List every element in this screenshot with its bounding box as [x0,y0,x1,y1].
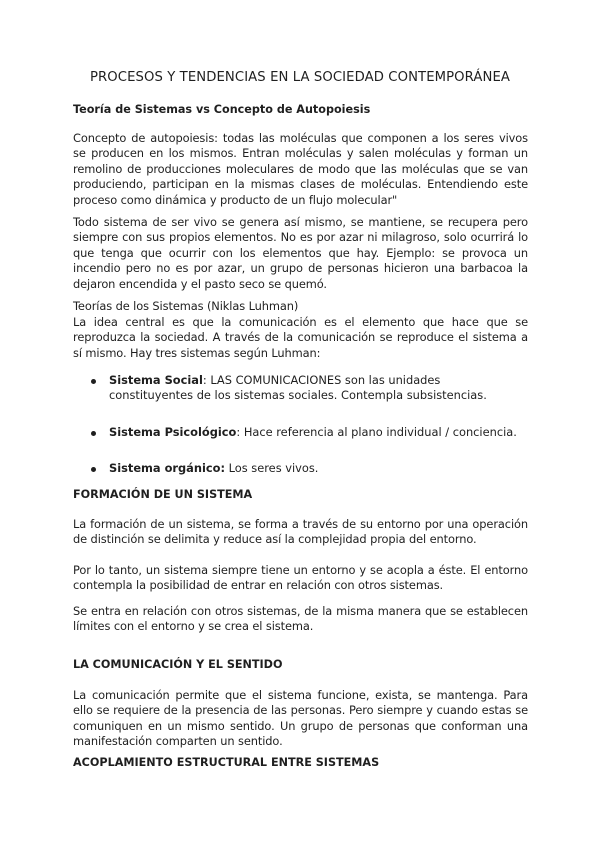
paragraph-communication: La comunicación permite que el sistema funcione, exista, se mantenga. Para ello se requiere de la presencia de las personas. Pero siempre y cuando estas se comuniquen en un mismo sentido. Un grupo de personas que conforman una manifestación comparten un sentido. [73,688,528,749]
subheading-systems-theories: Teorías de los Sistemas (Niklas Luhman) [73,299,299,313]
bullet-term: Sistema Psicológico [109,424,237,439]
section-heading-autopoiesis: Teoría de Sistemas vs Concepto de Autopoiesis [73,103,371,116]
paragraph-living-system: Todo sistema de ser vivo se genera así mismo, se mantiene, se recupera pero siempre con sus propios elementos. No es por azar ni milagroso, solo ocurrirá lo que tenga que ocurrir con los elementos que hay. Ejemplo: se provoca un incendio pero no es por azar, un grupo de personas hicieron una barbacoa la dejaron encendida y el pasto seco se quemó. [73,215,528,291]
paragraph-formation-3: Se entra en relación con otros sistemas, de la misma manera que se establecen límites con el entorno y se crea el sistema. [73,604,528,634]
paragraph-formation-2: Por lo tanto, un sistema siempre tiene un entorno y se acopla a éste. El entorno contempla la posibilidad de entrar en relación con otros sistemas. [73,563,528,593]
section-heading-formation: FORMACIÓN DE UN SISTEMA [73,488,253,501]
bullet-term: Sistema Social [109,373,203,387]
document-title: PROCESOS Y TENDENCIAS EN LA SOCIEDAD CONTEMPORÁNEA [89,70,511,85]
section-heading-coupling: ACOPLAMIENTO ESTRUCTURAL ENTRE SISTEMAS [73,756,380,769]
bullet-term: Sistema orgánico: [109,461,226,476]
paragraph-autopoiesis-concept: Concepto de autopoiesis: todas las moléculas que componen a los seres vivos se producen en los mismos. Entran moléculas y salen moléculas y forman un remolino de producciones moleculares de modo que las moléculas que se van produciendo, participan en la mismas clases de moléculas. Entendiendo este proceso como dinámica y producto de un flujo molecular" [73,131,528,207]
list-item [73,425,528,440]
bullet-text: : LAS COMUNICACIONES son las unidades constituyentes de los sistemas sociales. Contempla subsistencias. [109,373,487,403]
paragraph-luhman-idea: La idea central es que la comunicación es el elemento que hace que se reproduzca la sociedad. A través de la comunicación se reproduce el sistema a sí mismo. Hay tres sistemas según Luhman: [73,315,528,360]
bullet-text: : Hace referencia al plano individual / conciencia. [236,424,517,439]
systems-list [73,373,528,477]
section-heading-communication: LA COMUNICACIÓN Y EL SENTIDO [73,658,283,671]
list-item [73,461,528,476]
paragraph-formation-1: La formación de un sistema, se forma a través de su entorno por una operación de distinción se delimita y reduce así la complejidad propia del entorno. [73,517,528,547]
list-item [73,373,528,404]
bullet-text: Los seres vivos. [225,461,319,476]
